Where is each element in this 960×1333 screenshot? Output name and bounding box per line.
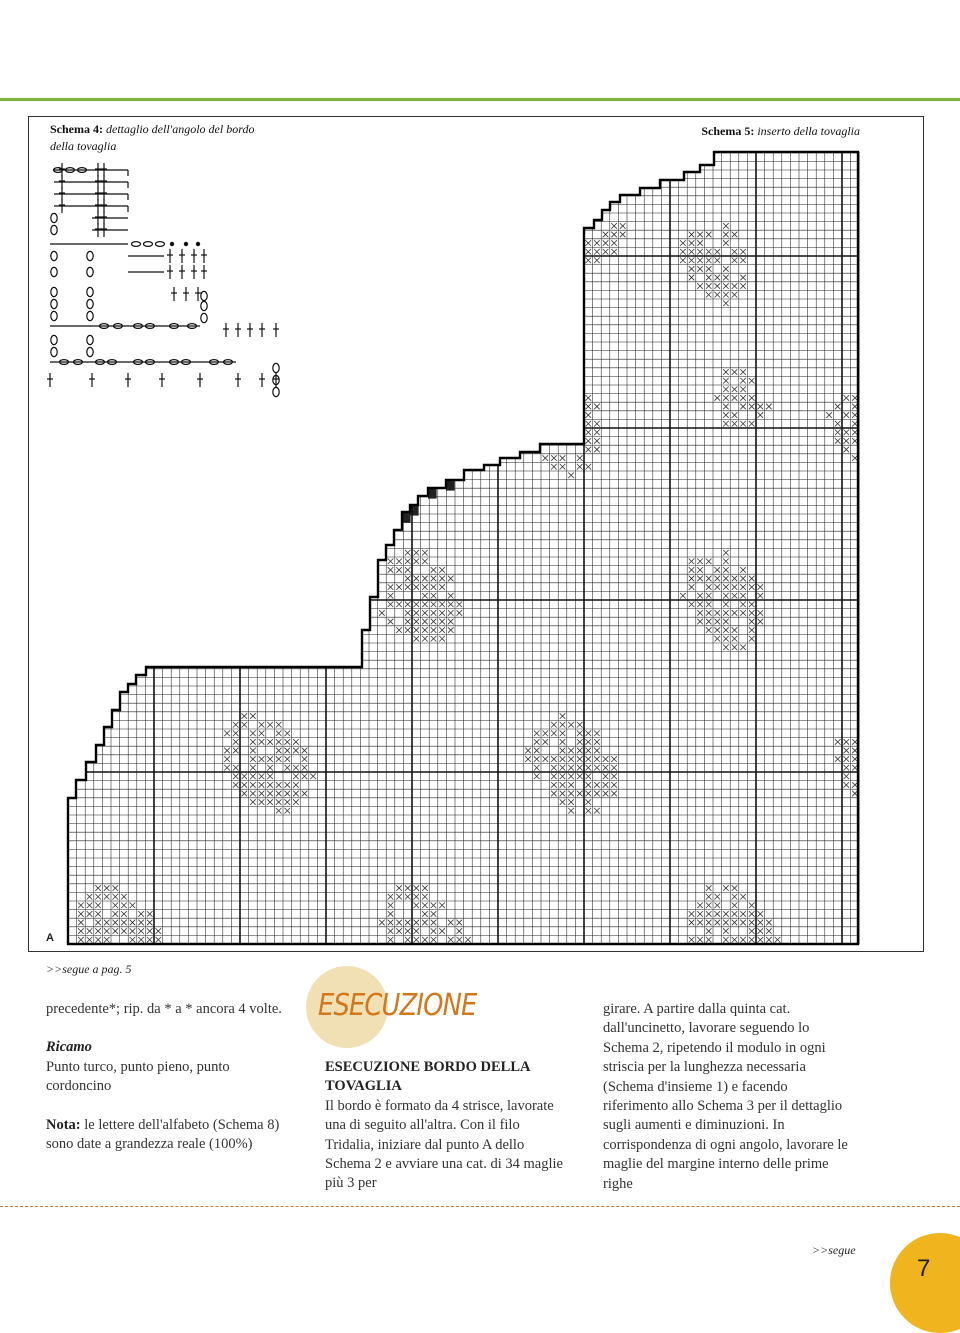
- right-column-text: girare. A partire dalla quinta cat. dall'uncinetto, lavorare seguendo lo Schema 2, ripetendo il modulo in ogni striscia per la lunghezza necessaria (Schema d'insieme 1) e facendo riferimento allo Schema 3 per il dettaglio sugli aumenti e diminuzioni. In corrispondenza di ogni angolo, lavorare le maglie del margine interno delle prime righe: [603, 1001, 848, 1192]
- start-point-label: A: [46, 932, 54, 944]
- schema4-caption-line2: della tovaglia: [50, 139, 117, 153]
- page-number: 7: [917, 1255, 931, 1282]
- filled-cell: [446, 480, 455, 491]
- ricamo-text: Punto turco, punto pieno, punto cordoncino: [46, 1058, 230, 1095]
- right-column: [603, 1000, 853, 1194]
- continuation-reference: >>segue a pag. 5: [46, 962, 132, 976]
- ricamo-heading: Ricamo: [46, 1039, 92, 1056]
- section-text: Il bordo è formato da 4 strisce, lavorate una di seguito all'altra. Con il filo Tridalia, iniziare dal punto A dello Schema 2 e avviare una cat. di 34 maglie più 3 per: [325, 1097, 563, 1192]
- schema4-caption-line1: dettaglio dell'angolo del bordo: [106, 122, 255, 136]
- intro-text: precedente*; rip. da * a * ancora 4 volte.: [46, 1001, 282, 1017]
- schema5-label: Schema 5:: [701, 124, 755, 138]
- schema5-caption-text: inserto della tovaglia: [757, 124, 860, 138]
- middle-column: [325, 1058, 570, 1194]
- nota-text: le lettere dell'alfabeto (Schema 8) sono date a grandezza reale (100%): [46, 1116, 280, 1153]
- left-column: [46, 1000, 291, 1173]
- dashed-divider: [0, 1206, 960, 1207]
- section-title: ESECUZIONE: [318, 988, 477, 1023]
- nota-label: Nota:: [46, 1116, 81, 1133]
- section-subheading: ESECUZIONE BORDO DELLA TOVAGLIA: [325, 1059, 530, 1095]
- segue-link[interactable]: >>segue: [812, 1243, 856, 1257]
- schema4-label: Schema 4:: [50, 122, 103, 136]
